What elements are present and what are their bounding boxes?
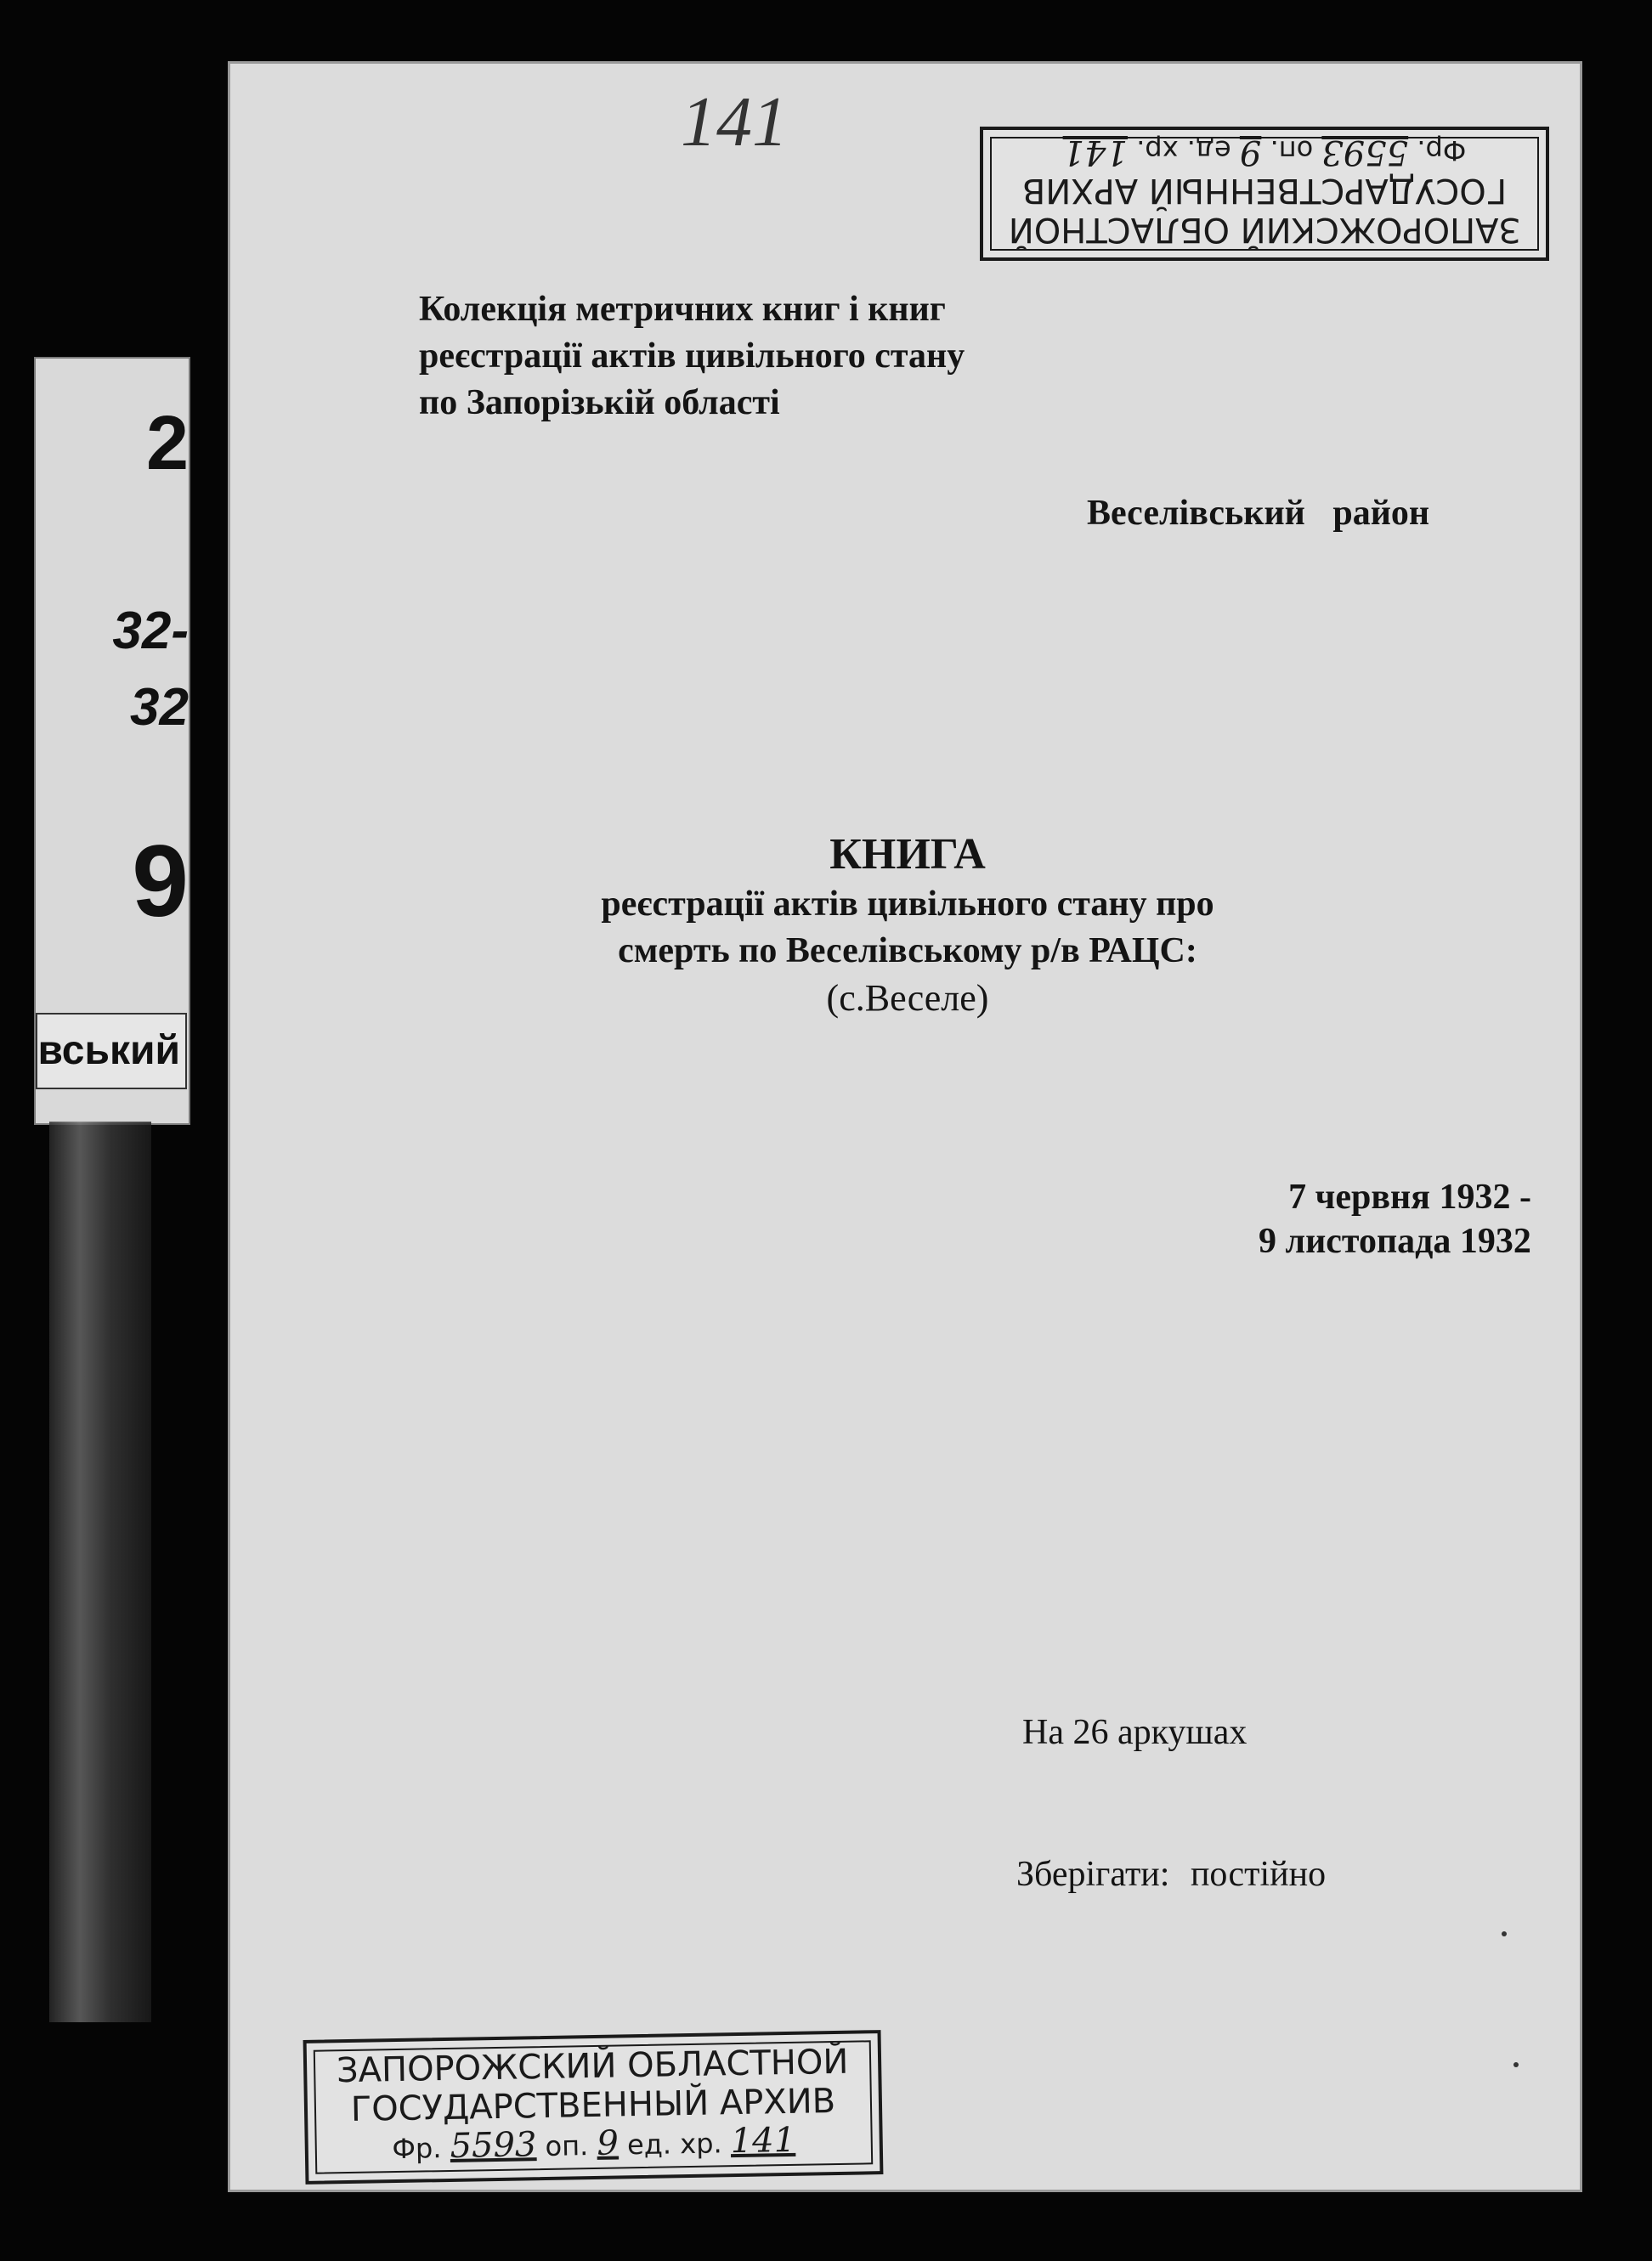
district-name: Веселівський район xyxy=(1087,494,1430,533)
document-page xyxy=(228,61,1582,2192)
book-subtitle-line: реєстрації актів цивільного стану про xyxy=(601,885,1214,924)
date-to: 9 листопада 1932 xyxy=(1259,1222,1531,1261)
collection-line: по Запорізькій області xyxy=(419,383,780,422)
stamp-line: ГОСУДАРСТВЕННЫЙ АРХИВ xyxy=(350,2082,836,2129)
date-range xyxy=(1259,1175,1531,1263)
book-subtitle-line: смерть по Веселівському р/в РАЦС: xyxy=(618,931,1197,970)
spine-label: вський xyxy=(36,1013,187,1089)
handwritten-number: 141 xyxy=(681,82,788,161)
stamp-opis: 9 xyxy=(1239,133,1262,172)
book-title: КНИГА xyxy=(829,830,986,879)
retention-note: Зберігати: постійно xyxy=(1016,1855,1327,1894)
stamp-opis-label: оп. xyxy=(545,2129,589,2162)
spine-tape xyxy=(49,1122,151,2022)
stamp-line: ЗАПОРОЖСКИЙ ОБЛАСТНОЙ xyxy=(1008,210,1521,249)
stamp-reference xyxy=(992,132,1537,171)
stamp-fond: 5593 xyxy=(1321,133,1409,172)
sheet-count: На 26 аркушах xyxy=(1022,1713,1247,1752)
stamp-line: ГОСУДАРСТВЕННЫЙ АРХИВ xyxy=(1021,171,1508,210)
spine-fragment: 9 xyxy=(132,824,189,938)
stamp-fond: 5593 xyxy=(450,2125,537,2166)
collection-line: Колекція метричних книг і книг xyxy=(419,290,946,329)
stamp-unit: 141 xyxy=(730,2120,796,2162)
stamp-fond-label: Фр. xyxy=(1417,134,1467,167)
archive-stamp-top xyxy=(980,127,1549,261)
spine-fragment: 2 xyxy=(145,401,189,486)
speck-mark xyxy=(1513,2062,1519,2067)
stamp-opis-label: оп. xyxy=(1270,134,1314,167)
spine-fragment: 32- xyxy=(112,602,189,660)
spine-strip xyxy=(34,357,190,1125)
collection-line: реєстрації актів цивільного стану xyxy=(419,336,965,376)
date-from: 7 червня 1932 - xyxy=(1288,1178,1531,1217)
stamp-frame xyxy=(314,2040,873,2173)
stamp-line: ЗАПОРОЖСКИЙ ОБЛАСТНОЙ xyxy=(336,2042,849,2091)
spine-fragment: 32 xyxy=(130,678,189,737)
stamp-fond-label: Фр. xyxy=(392,2132,442,2166)
stamp-unit-label: ед. хр. xyxy=(1136,134,1231,167)
speck-mark xyxy=(1502,1931,1507,1936)
book-location: (с.Веселе) xyxy=(826,977,989,1019)
stamp-unit-label: ед. хр. xyxy=(626,2127,722,2162)
archive-stamp-bottom xyxy=(303,2030,884,2185)
collection-heading xyxy=(419,286,965,427)
stamp-unit: 141 xyxy=(1062,133,1128,172)
book-title-block xyxy=(230,828,1582,1021)
stamp-opis: 9 xyxy=(596,2123,620,2163)
stamp-frame xyxy=(990,133,1539,251)
